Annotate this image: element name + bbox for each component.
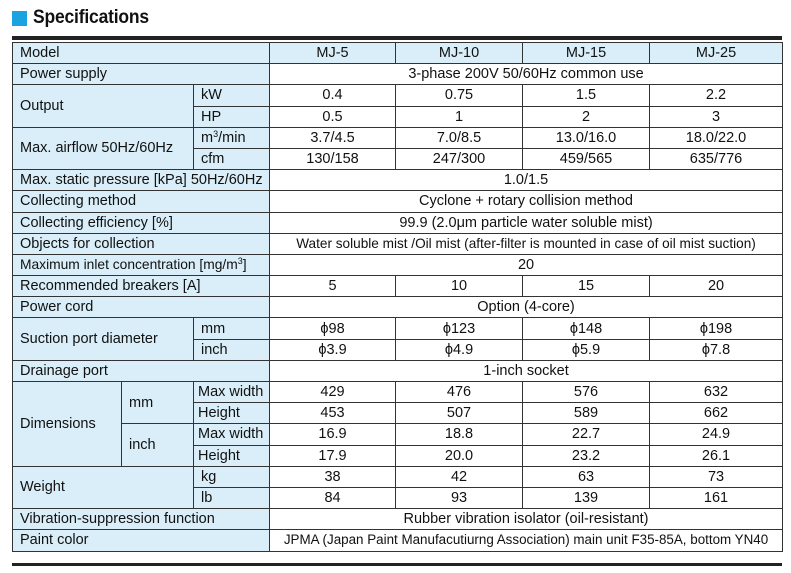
cell-static-pressure: 1.0/1.5 (270, 170, 783, 191)
table-row (13, 297, 783, 318)
cell-output-hp: 3 (650, 106, 783, 127)
cell-power-supply: 3-phase 200V 50/60Hz common use (270, 64, 783, 85)
cell-output-hp: 0.5 (270, 106, 396, 127)
cell-dim-mm-height: 507 (396, 403, 523, 424)
bottom-rule (12, 563, 782, 566)
unit-kg: kg (194, 466, 270, 487)
row-label-power-cord: Power cord (13, 297, 270, 318)
cell-output-kw: 0.75 (396, 85, 523, 106)
row-label-collecting-method: Collecting method (13, 191, 270, 212)
cell-airflow-cfm: 635/776 (650, 148, 783, 169)
unit-kw: kW (194, 85, 270, 106)
cell-drainage: 1-inch socket (270, 360, 783, 381)
cell-airflow-m3: 3.7/4.5 (270, 127, 396, 148)
cell-paint: JPMA (Japan Paint Manufacutiurng Association) main unit F35-85A, bottom YN40 (270, 530, 783, 551)
cell-collecting-method: Cyclone + rotary collision method (270, 191, 783, 212)
cell-dim-mm-width: 632 (650, 382, 783, 403)
unit-hp: HP (194, 106, 270, 127)
table-row (13, 64, 783, 85)
row-label-power-supply: Power supply (13, 64, 270, 85)
cell-dim-inch-height: 26.1 (650, 445, 783, 466)
cell-output-hp: 2 (523, 106, 650, 127)
row-label-inlet-concentration (13, 254, 270, 275)
row-label-paint: Paint color (13, 530, 270, 551)
table-row (13, 85, 783, 106)
cell-suction-mm: ϕ148 (523, 318, 650, 339)
unit-m: m (201, 129, 214, 146)
cell-dim-inch-height: 23.2 (523, 445, 650, 466)
model-header: MJ-25 (650, 43, 783, 64)
cell-objects: Water soluble mist /Oil mist (after-filter is mounted in case of oil mist suction) (270, 233, 783, 254)
cell-weight-lb: 139 (523, 487, 650, 508)
inlet-label-text: Maximum inlet concentration [mg/m (20, 256, 238, 272)
cell-suction-mm: ϕ98 (270, 318, 396, 339)
cell-vibration: Rubber vibration isolator (oil-resistant) (270, 509, 783, 530)
cell-airflow-m3: 13.0/16.0 (523, 127, 650, 148)
heading-text: Specifications (33, 7, 149, 28)
cell-power-cord: Option (4-core) (270, 297, 783, 318)
cell-output-hp: 1 (396, 106, 523, 127)
cell-weight-lb: 93 (396, 487, 523, 508)
unit-cfm: cfm (194, 148, 270, 169)
table-row (13, 318, 783, 339)
cell-dim-inch-width: 16.9 (270, 424, 396, 445)
row-label-airflow: Max. airflow 50Hz/60Hz (13, 127, 194, 169)
row-label-dimensions: Dimensions (13, 382, 122, 467)
row-label-breakers: Recommended breakers [A] (13, 276, 270, 297)
row-label-collecting-efficiency: Collecting efficiency [%] (13, 212, 270, 233)
row-label-suction: Suction port diameter (13, 318, 194, 360)
unit-per-min: /min (218, 129, 246, 146)
cell-weight-kg: 73 (650, 466, 783, 487)
table-row (13, 191, 783, 212)
cell-suction-mm: ϕ123 (396, 318, 523, 339)
cell-dim-mm-width: 576 (523, 382, 650, 403)
unit-sup: 3 (213, 128, 219, 139)
dim-height-label: Height (194, 445, 270, 466)
table-row (13, 530, 783, 551)
cell-output-kw: 0.4 (270, 85, 396, 106)
unit-dim-mm: mm (122, 382, 194, 424)
cell-inlet-concentration: 20 (270, 254, 783, 275)
cell-weight-kg: 38 (270, 466, 396, 487)
cell-output-kw: 1.5 (523, 85, 650, 106)
cell-dim-inch-width: 24.9 (650, 424, 783, 445)
unit-lb: lb (194, 487, 270, 508)
row-label-vibration: Vibration-suppression function (13, 509, 270, 530)
table-row (13, 466, 783, 487)
row-label-weight: Weight (13, 466, 194, 508)
cell-dim-mm-height: 662 (650, 403, 783, 424)
cell-airflow-cfm: 459/565 (523, 148, 650, 169)
cell-airflow-m3: 7.0/8.5 (396, 127, 523, 148)
cell-breakers: 5 (270, 276, 396, 297)
cell-breakers: 15 (523, 276, 650, 297)
row-label-output: Output (13, 85, 194, 127)
model-header: MJ-10 (396, 43, 523, 64)
table-row (13, 382, 783, 403)
section-heading (12, 6, 159, 30)
cell-weight-kg: 63 (523, 466, 650, 487)
cell-dim-inch-height: 17.9 (270, 445, 396, 466)
table-row (13, 233, 783, 254)
row-label-model: Model (13, 43, 270, 64)
inlet-label-end: ] (242, 256, 247, 272)
cell-weight-lb: 84 (270, 487, 396, 508)
cell-airflow-m3: 18.0/22.0 (650, 127, 783, 148)
dim-height-label: Height (194, 403, 270, 424)
heading-square-icon (12, 11, 27, 26)
row-label-objects: Objects for collection (13, 233, 270, 254)
heading-rule (12, 36, 782, 40)
cell-dim-inch-width: 18.8 (396, 424, 523, 445)
cell-dim-inch-width: 22.7 (523, 424, 650, 445)
table-row (13, 509, 783, 530)
cell-breakers: 10 (396, 276, 523, 297)
model-header: MJ-15 (523, 43, 650, 64)
cell-output-kw: 2.2 (650, 85, 783, 106)
dim-max-width-label: Max width (194, 382, 270, 403)
unit-inch: inch (194, 339, 270, 360)
cell-suction-inch: ϕ3.9 (270, 339, 396, 360)
cell-weight-lb: 161 (650, 487, 783, 508)
table-row (13, 43, 783, 64)
model-header: MJ-5 (270, 43, 396, 64)
unit-dim-inch: inch (122, 424, 194, 466)
row-label-drainage: Drainage port (13, 360, 270, 381)
cell-airflow-cfm: 247/300 (396, 148, 523, 169)
cell-suction-inch: ϕ7.8 (650, 339, 783, 360)
unit-m3-min (194, 127, 270, 148)
dim-max-width-label: Max width (194, 424, 270, 445)
cell-collecting-efficiency: 99.9 (2.0μm particle water soluble mist) (270, 212, 783, 233)
table-row (13, 170, 783, 191)
cell-dim-inch-height: 20.0 (396, 445, 523, 466)
cell-airflow-cfm: 130/158 (270, 148, 396, 169)
cell-weight-kg: 42 (396, 466, 523, 487)
table-row (13, 212, 783, 233)
table-row (13, 254, 783, 275)
cell-dim-mm-height: 453 (270, 403, 396, 424)
cell-suction-mm: ϕ198 (650, 318, 783, 339)
cell-breakers: 20 (650, 276, 783, 297)
cell-suction-inch: ϕ4.9 (396, 339, 523, 360)
cell-dim-mm-width: 476 (396, 382, 523, 403)
inlet-label-sup: 3 (237, 255, 243, 266)
cell-dim-mm-width: 429 (270, 382, 396, 403)
table-row (13, 276, 783, 297)
row-label-static-pressure: Max. static pressure [kPa] 50Hz/60Hz (13, 170, 270, 191)
specifications-table (12, 42, 783, 552)
table-row (13, 127, 783, 148)
cell-dim-mm-height: 589 (523, 403, 650, 424)
table-row (13, 360, 783, 381)
cell-suction-inch: ϕ5.9 (523, 339, 650, 360)
unit-mm: mm (194, 318, 270, 339)
table-row (13, 424, 783, 445)
